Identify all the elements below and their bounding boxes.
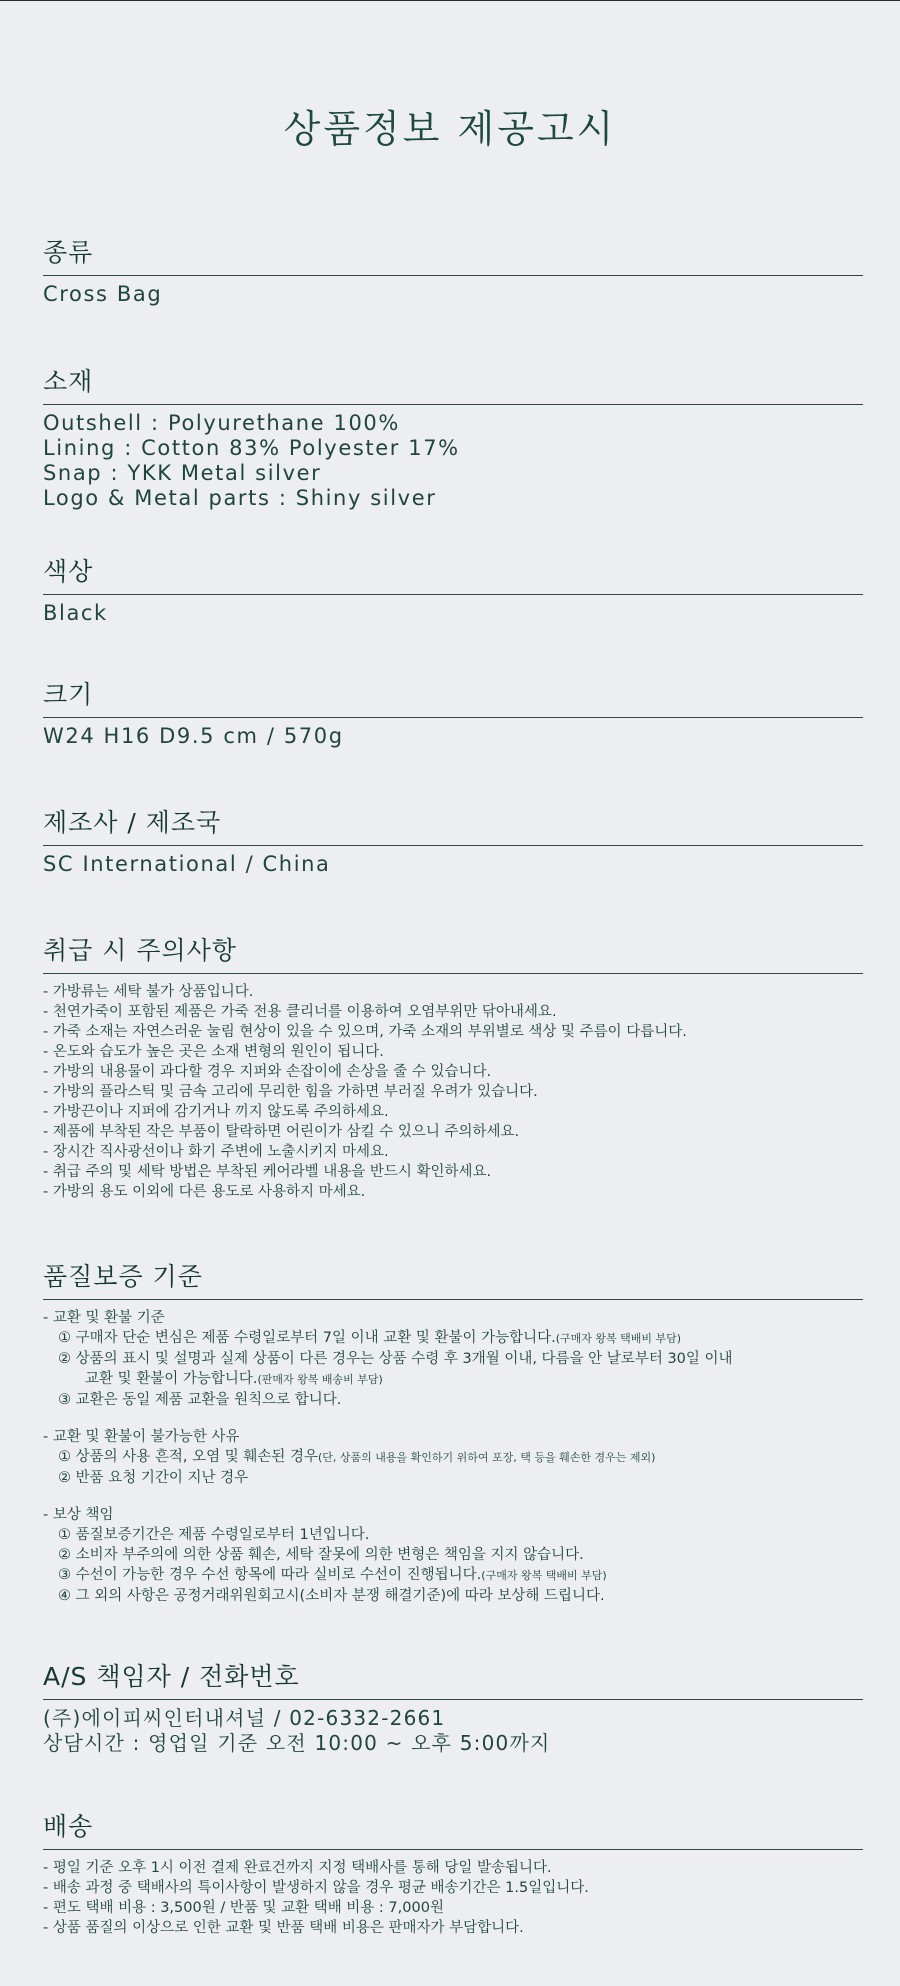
- section-heading: 소재: [43, 367, 94, 396]
- as-line: 상담시간 : 영업일 기준 오전 10:00 ~ 오후 5:00까지: [43, 1731, 551, 1755]
- section-color: [43, 552, 863, 626]
- as-line: (주)에이피씨인터내셔널 / 02-6332-2661: [43, 1706, 446, 1730]
- material-line: Snap : YKK Metal silver: [43, 461, 322, 485]
- group-title: - 보상 책임: [43, 1507, 114, 1523]
- section-heading: 취급 시 주의사항: [43, 936, 237, 965]
- list-item: ① 구매자 단순 변심은 제품 수령일로부터 7일 이내 교환 및 환불이 가능합니다.(구매자 왕복 택배비 부담): [58, 1330, 682, 1346]
- list-item: ③ 교환은 동일 제품 교환을 원칙으로 합니다.: [58, 1392, 342, 1408]
- section-as: [43, 1657, 863, 1756]
- size-value: W24 H16 D9.5 cm / 570g: [43, 724, 344, 748]
- section-heading: 품질보증 기준: [43, 1262, 203, 1291]
- section-heading: 종류: [43, 238, 94, 267]
- care-line: - 가방의 내용물이 과다할 경우 지퍼와 손잡이에 손상을 줄 수 있습니다.: [43, 1064, 492, 1080]
- divider: [43, 973, 863, 974]
- section-size: [43, 675, 863, 749]
- section-heading: 배송: [43, 1812, 94, 1841]
- material-line: Lining : Cotton 83% Polyester 17%: [43, 436, 460, 460]
- color-value: Black: [43, 601, 108, 625]
- list-item: ① 품질보증기간은 제품 수령일로부터 1년입니다.: [58, 1527, 370, 1543]
- divider: [43, 404, 863, 405]
- care-line: - 천연가죽이 포함된 제품은 가죽 전용 클리너를 이용하여 오염부위만 닦아내세요.: [43, 1004, 557, 1020]
- maker-value: SC International / China: [43, 852, 331, 876]
- shipping-lines: [43, 1858, 863, 1938]
- section-shipping: [43, 1807, 863, 1938]
- group-title: - 교환 및 환불 기준: [43, 1310, 165, 1326]
- cost-note: (구매자 왕복 택배비 부담): [555, 1332, 682, 1345]
- list-item: ④ 그 외의 사항은 공정거래위원회고시(소비자 분쟁 해결기준)에 따라 보상해 드립니다.: [58, 1588, 605, 1604]
- care-line: - 가방끈이나 지퍼에 감기거나 끼지 않도록 주의하세요.: [43, 1104, 389, 1120]
- list-item: ② 상품의 표시 및 설명과 실제 상품이 다른 경우는 상품 수령 후 3개월 이내, 다름을 안 날로부터 30일 이내: [58, 1351, 733, 1367]
- divider: [43, 717, 863, 718]
- section-heading: 제조사 / 제조국: [43, 808, 222, 837]
- cost-note: (단, 상품의 내용을 확인하기 위하여 포장, 택 등을 훼손한 경우는 제외): [317, 1451, 656, 1464]
- divider: [43, 845, 863, 846]
- care-line: - 가방의 용도 이외에 다른 용도로 사용하지 마세요.: [43, 1184, 366, 1200]
- no-exchange-group: [43, 1427, 863, 1488]
- material-lines: [43, 411, 863, 511]
- list-item: ② 소비자 부주의에 의한 상품 훼손, 세탁 잘못에 의한 변형은 책임을 지지 않습니다.: [58, 1547, 584, 1563]
- material-line: Logo & Metal parts : Shiny silver: [43, 486, 437, 510]
- care-line: - 장시간 직사광선이나 화기 주변에 노출시키지 마세요.: [43, 1144, 389, 1160]
- cost-note: (판매자 왕복 배송비 부담): [257, 1373, 383, 1386]
- group-title: - 교환 및 환불이 불가능한 사유: [43, 1429, 240, 1445]
- list-item-continued: 교환 및 환불이 가능합니다.(판매자 왕복 배송비 부담): [85, 1371, 383, 1387]
- section-maker: [43, 803, 863, 877]
- section-kind: [43, 233, 863, 307]
- list-item: ② 반품 요청 기간이 지난 경우: [58, 1470, 249, 1486]
- care-line: - 가죽 소재는 자연스러운 눌림 현상이 있을 수 있으며, 가죽 소재의 부위별로 색상 및 주름이 다릅니다.: [43, 1024, 687, 1040]
- section-heading: A/S 책임자 / 전화번호: [43, 1662, 300, 1691]
- as-lines: [43, 1706, 863, 1756]
- shipping-line: - 상품 품질의 이상으로 인한 교환 및 반품 택배 비용은 판매자가 부담합니다.: [43, 1920, 524, 1936]
- list-item: ① 상품의 사용 흔적, 오염 및 훼손된 경우(단, 상품의 내용을 확인하기 위하여 포장, 택 등을 훼손한 경우는 제외): [58, 1449, 656, 1465]
- section-heading: 색상: [43, 557, 94, 586]
- section-heading: 크기: [43, 680, 94, 709]
- quality-lines: [43, 1308, 863, 1606]
- shipping-line: - 편도 택배 비용 : 3,500원 / 반품 및 교환 택배 비용 : 7,000원: [43, 1900, 444, 1916]
- list-item: ③ 수선이 가능한 경우 수선 항목에 따라 실비로 수선이 진행됩니다.(구매자 왕복 택배비 부담): [58, 1567, 607, 1583]
- shipping-line: - 배송 과정 중 택배사의 특이사항이 발생하지 않을 경우 평균 배송기간은 1.5일입니다.: [43, 1880, 589, 1896]
- divider: [43, 1299, 863, 1300]
- compensation-group: [43, 1505, 863, 1606]
- page-title: 상품정보 제공고시: [283, 107, 617, 151]
- cost-note: (구매자 왕복 택배비 부담): [481, 1569, 607, 1582]
- divider: [43, 1849, 863, 1850]
- care-line: - 온도와 습도가 높은 곳은 소재 변형의 원인이 됩니다.: [43, 1044, 384, 1060]
- section-quality: [43, 1257, 863, 1623]
- care-line: - 취급 주의 및 세탁 방법은 부착된 케어라벨 내용을 반드시 확인하세요.: [43, 1164, 492, 1180]
- top-border: [0, 0, 900, 1]
- divider: [43, 594, 863, 595]
- care-line: - 제품에 부착된 작은 부품이 탈락하면 어린이가 삼킬 수 있으니 주의하세요.: [43, 1124, 520, 1140]
- shipping-line: - 평일 기준 오후 1시 이전 결제 완료건까지 지정 택배사를 통해 당일 발송됩니다.: [43, 1860, 552, 1876]
- divider: [43, 275, 863, 276]
- section-care: [43, 931, 863, 1202]
- divider: [43, 1699, 863, 1700]
- section-material: [43, 362, 863, 511]
- material-line: Outshell : Polyurethane 100%: [43, 411, 400, 435]
- exchange-group: [43, 1308, 863, 1410]
- care-line: - 가방의 플라스틱 및 금속 고리에 무리한 힘을 가하면 부러질 우려가 있습니다.: [43, 1084, 538, 1100]
- care-lines: [43, 982, 863, 1202]
- care-line: - 가방류는 세탁 불가 상품입니다.: [43, 984, 254, 1000]
- kind-value: Cross Bag: [43, 282, 163, 306]
